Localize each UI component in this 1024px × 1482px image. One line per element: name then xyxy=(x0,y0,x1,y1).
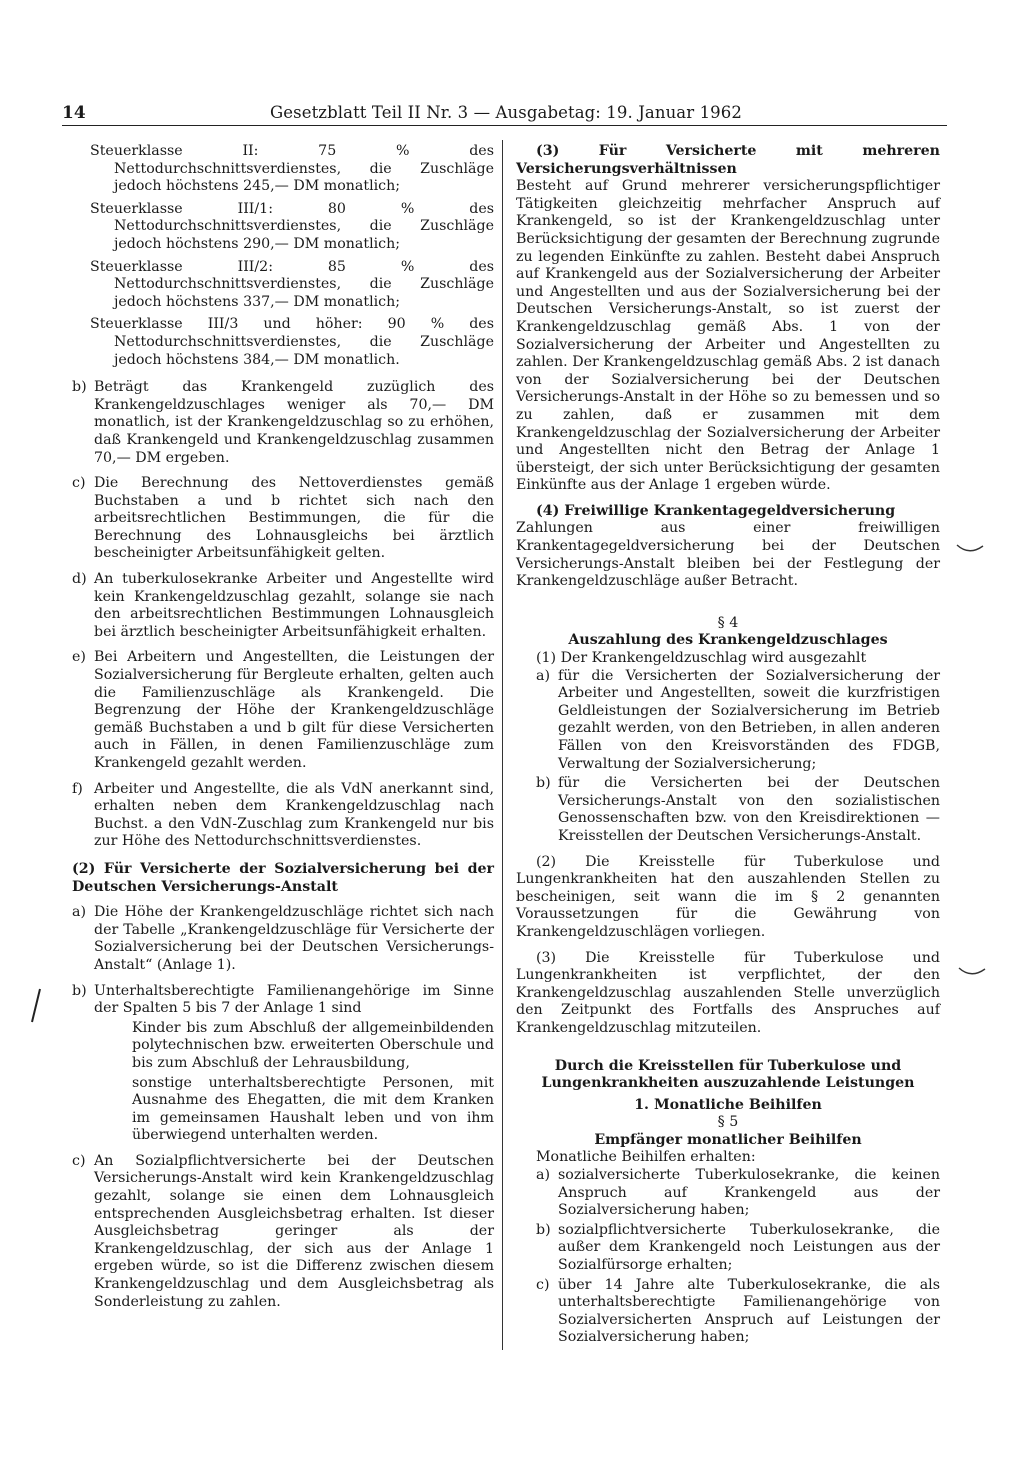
item-text: sozialversicherte Tuberkulosekranke, die keinen Anspruch auf Krankengeld aus der Sozialversicherung haben; xyxy=(558,1167,940,1219)
list-item xyxy=(72,781,494,851)
section-3-heading: (3) Für Versicherte mit mehreren Versicherungsverhältnissen xyxy=(516,143,940,177)
sub-heading: 1. Monatliche Beihilfen xyxy=(634,1096,822,1113)
left-column xyxy=(72,143,494,1319)
item-b-subitem: sonstige unterhaltsberechtigte Personen, mit Ausnahme des Ehegatten, die mit dem Kranken im gemeinsamen Haushalt leben und von ihm überwiegend unterhalten werden. xyxy=(132,1074,494,1144)
item-label: c) xyxy=(536,1276,550,1293)
item-text: für die Versicherten bei der Deutschen Versicherungs-Anstalt von den sozialistischen Genossenschaften bzw. von den Kreisdirektionen — Kreisstellen der Deutschen Versicherungs-Anstalt. xyxy=(558,775,940,844)
section-4-text: Zahlungen aus einer freiwilligen Krankentagegeldversicherung bei der Deutschen Versicherungs-Anstalt bleiben bei der Festlegung der Krankengeldzuschläge außer Betracht. xyxy=(516,520,940,590)
paragraph-5-number: § 5 xyxy=(717,1114,739,1131)
list-item xyxy=(72,649,494,772)
paragraph-4-title: Auszahlung des Krankengeldzuschlages xyxy=(568,632,888,649)
paragraph-4-abs-3: (3) Die Kreisstelle für Tuberkulose und Lungenkrankheiten ist verpflichtet, der den Krankengeldzuschlag auszahlenden Stelle unverzüglich den Zeitpunkt des Fortfalls des Anspruches auf Krankengeldzuschlag mitzuteilen. xyxy=(516,949,940,1036)
item-label: c) xyxy=(72,475,86,492)
list-item xyxy=(72,475,494,563)
item-label: e) xyxy=(72,649,86,666)
item-text: sozialpflichtversicherte Tuberkulosekranke, die außer dem Krankengeld noch Leistungen aus der Sozialfürsorge erhalten; xyxy=(558,1221,940,1274)
list-item xyxy=(72,379,494,467)
item-text: Beträgt das Krankengeld zuzüglich des Krankengeldzuschlages weniger als 70,— DM monatlich, ist der Krankengeldzuschlag so zu erhöhen, daß Krankengeld und Krankengeldzuschlag zusammen 70,— DM ergeben. xyxy=(94,379,494,466)
margin-pencil-mark xyxy=(30,988,42,1024)
tax-class-3-3: Steuerklasse III/3 und höher: 90 % des Nettodurchschnittsverdienstes, die Zuschläge jedoch höchstens 384,— DM monatlich. xyxy=(90,316,494,368)
paragraph-4-number: § 4 xyxy=(717,614,739,631)
list-item xyxy=(72,983,494,1018)
list-item xyxy=(536,668,940,774)
paragraph-4-abs-2: (2) Die Kreisstelle für Tuberkulose und Lungenkrankheiten hat den auszahlenden Stellen zu bescheinigen, seit wann die im § 2 genannten Voraussetzungen für die Gewährung von Krankengeldzuschlägen vorliegen. xyxy=(516,853,940,940)
page-header xyxy=(62,103,947,123)
item-label: b) xyxy=(536,1221,551,1238)
item-label: a) xyxy=(536,1167,550,1184)
item-text: Die Höhe der Krankengeldzuschläge richtet sich nach der Tabelle „Krankengeldzuschläge für Versicherte der Sozialversicherung bei der Deutschen Versicherungs-Anstalt“ (Anlage 1). xyxy=(94,904,494,973)
list-item xyxy=(536,1277,940,1347)
item-text: An tuberkulosekranke Arbeiter und Angestellte wird kein Krankengeldzuschlag gezahlt, solange sie nach den arbeitsrechtlichen Bestimmungen Lohnausgleich bei ärztlich bescheinigter Arbeitsunfähigkeit erhalten. xyxy=(94,571,494,640)
item-text: Arbeiter und Angestellte, die als VdN anerkannt sind, erhalten neben dem Krankengeldzuschlag nach Buchst. a den VdN-Zuschlag zum Krankengeld nur bis zur Höhe des Nettodurchschnittsverdienstes. xyxy=(94,780,494,850)
block-heading: Durch die Kreisstellen für Tuberkulose und Lungenkrankheiten auszuzahlende Leistungen xyxy=(541,1057,915,1092)
page-number: 14 xyxy=(62,103,86,123)
item-text: über 14 Jahre alte Tuberkulosekranke, die als unterhaltsberechtigte Familienangehörige von Sozialversicherten Anspruch auf Leistungen der Sozialversicherung haben; xyxy=(558,1276,940,1346)
tax-class-2: Steuerklasse II: 75 % des Nettodurchschnittsverdienstes, die Zuschläge jedoch höchstens 245,— DM monatlich; xyxy=(90,143,494,195)
running-title: Gesetzblatt Teil II Nr. 3 — Ausgabetag: 19. Januar 1962 xyxy=(270,103,742,122)
item-text: Bei Arbeitern und Angestellten, die Leistungen der Sozialversicherung für Bergleute erhalten, gelten auch die Familienzuschläge als Krankengeld. Die Begrenzung der Höhe der Krankengeldzuschläge gemäß Buchstaben a und b gilt für diese Versicherten auch in Fällen, in denen Familienzuschläge zum Krankengeld gezahlt werden. xyxy=(94,649,494,771)
item-label: b) xyxy=(536,775,551,792)
tax-class-3-1: Steuerklasse III/1: 80 % des Nettodurchschnittsverdienstes, die Zuschläge jedoch höchstens 290,— DM monatlich; xyxy=(90,200,494,252)
list-item xyxy=(536,775,940,845)
item-label: f) xyxy=(72,780,83,797)
section-2-heading: (2) Für Versicherte der Sozialversicherung bei der Deutschen Versicherungs-Anstalt xyxy=(72,860,494,895)
margin-arc-mark xyxy=(955,542,985,556)
paragraph-5-intro: Monatliche Beihilfen erhalten: xyxy=(536,1149,756,1166)
column-divider xyxy=(502,140,503,1350)
right-column xyxy=(516,143,940,1355)
item-label: a) xyxy=(536,667,550,684)
list-item xyxy=(72,904,494,974)
paragraph-5-title: Empfänger monatlicher Beihilfen xyxy=(594,1131,862,1148)
item-label: d) xyxy=(72,571,87,588)
item-text: An Sozialpflichtversicherte bei der Deutschen Versicherungs-Anstalt wird kein Krankengeldzuschlag gezahlt, solange sie einen dem Lohnausgleich entsprechenden Ausgleichsbetrag erhalten. Ist dieser Ausgleichsbetrag geringer als der Krankengeldzuschlag, der sich aus der Anlage 1 ergeben würde, so ist die Differenz zwischen diesem Krankengeldzuschlag und dem Ausgleichsbetrag als Sonderleistung zu zahlen. xyxy=(94,1152,494,1310)
item-label: b) xyxy=(72,379,87,396)
item-text: Unterhaltsberechtigte Familienangehörige im Sinne der Spalten 5 bis 7 der Anlage 1 sind xyxy=(94,982,494,1017)
list-item xyxy=(72,571,494,641)
section-3-text: Besteht auf Grund mehrerer versicherungspflichtiger Tätigkeiten gleichzeitig mehrfacher Anspruch auf Krankengeld, so ist der Krankengeldzuschlag unter Berücksichtigung der gesamten der Berechnung zugrunde zu legenden Einkünfte zu zahlen. Besteht dabei Anspruch auf Krankengeld aus der Sozialversicherung der Arbeiter und Angestellten und aus der Sozialversicherung bei der Deutschen Versicherungs-Anstalt, so ist zuerst der Krankengeldzuschlag gemäß Abs. 1 von der Sozialversicherung der Arbeiter und Angestellten zu zahlen. Der Krankengeldzuschlag gemäß Abs. 2 ist danach von der Sozialversicherung bei der Deutschen Versicherungs-Anstalt in der Höhe so zu bemessen und so zu zahlen, daß er zusammen mit dem Krankengeldzuschlag der Sozialversicherung der Arbeiter und Angestellten nicht den Betrag der Anlage 1 übersteigt, der sich unter Berücksichtigung der gesamten Einkünfte aus der Anlage 1 ergeben würde. xyxy=(516,178,940,494)
tax-class-list xyxy=(90,143,494,369)
header-rule xyxy=(62,125,947,126)
item-text: Die Berechnung des Nettoverdienstes gemäß Buchstaben a und b richtet sich nach den arbeitsrechtlichen Bestimmungen, die für die Berechnung des Lohnausgleichs bei ärztlich bescheinigter Arbeitsunfähigkeit gelten. xyxy=(94,475,494,562)
item-label: b) xyxy=(72,982,87,999)
item-b-subitem: Kinder bis zum Abschluß der allgemeinbildenden polytechnischen bzw. erweiterten Oberschule und bis zum Abschluß der Lehrausbildung, xyxy=(132,1019,494,1071)
margin-arc-mark-2 xyxy=(957,965,987,979)
item-label: a) xyxy=(72,904,86,921)
list-item xyxy=(536,1167,940,1220)
list-item xyxy=(536,1222,940,1275)
paragraph-4-intro: (1) Der Krankengeldzuschlag wird ausgezahlt xyxy=(536,650,867,667)
item-label: c) xyxy=(72,1152,86,1169)
item-text: für die Versicherten der Sozialversicherung der Arbeiter und Angestellten, soweit die kurzfristigen Geldleistungen der Sozialversicherung im Betrieb gezahlt werden, von den Betrieben, in allen anderen Fällen von den Kreisvorständen des FDGB, Verwaltung der Sozialversicherung; xyxy=(558,667,940,772)
tax-class-3-2: Steuerklasse III/2: 85 % des Nettodurchschnittsverdienstes, die Zuschläge jedoch höchstens 337,— DM monatlich; xyxy=(90,258,494,310)
section-4-heading: (4) Freiwillige Krankentagegeldversicherung xyxy=(536,502,896,519)
list-item xyxy=(72,1153,494,1311)
